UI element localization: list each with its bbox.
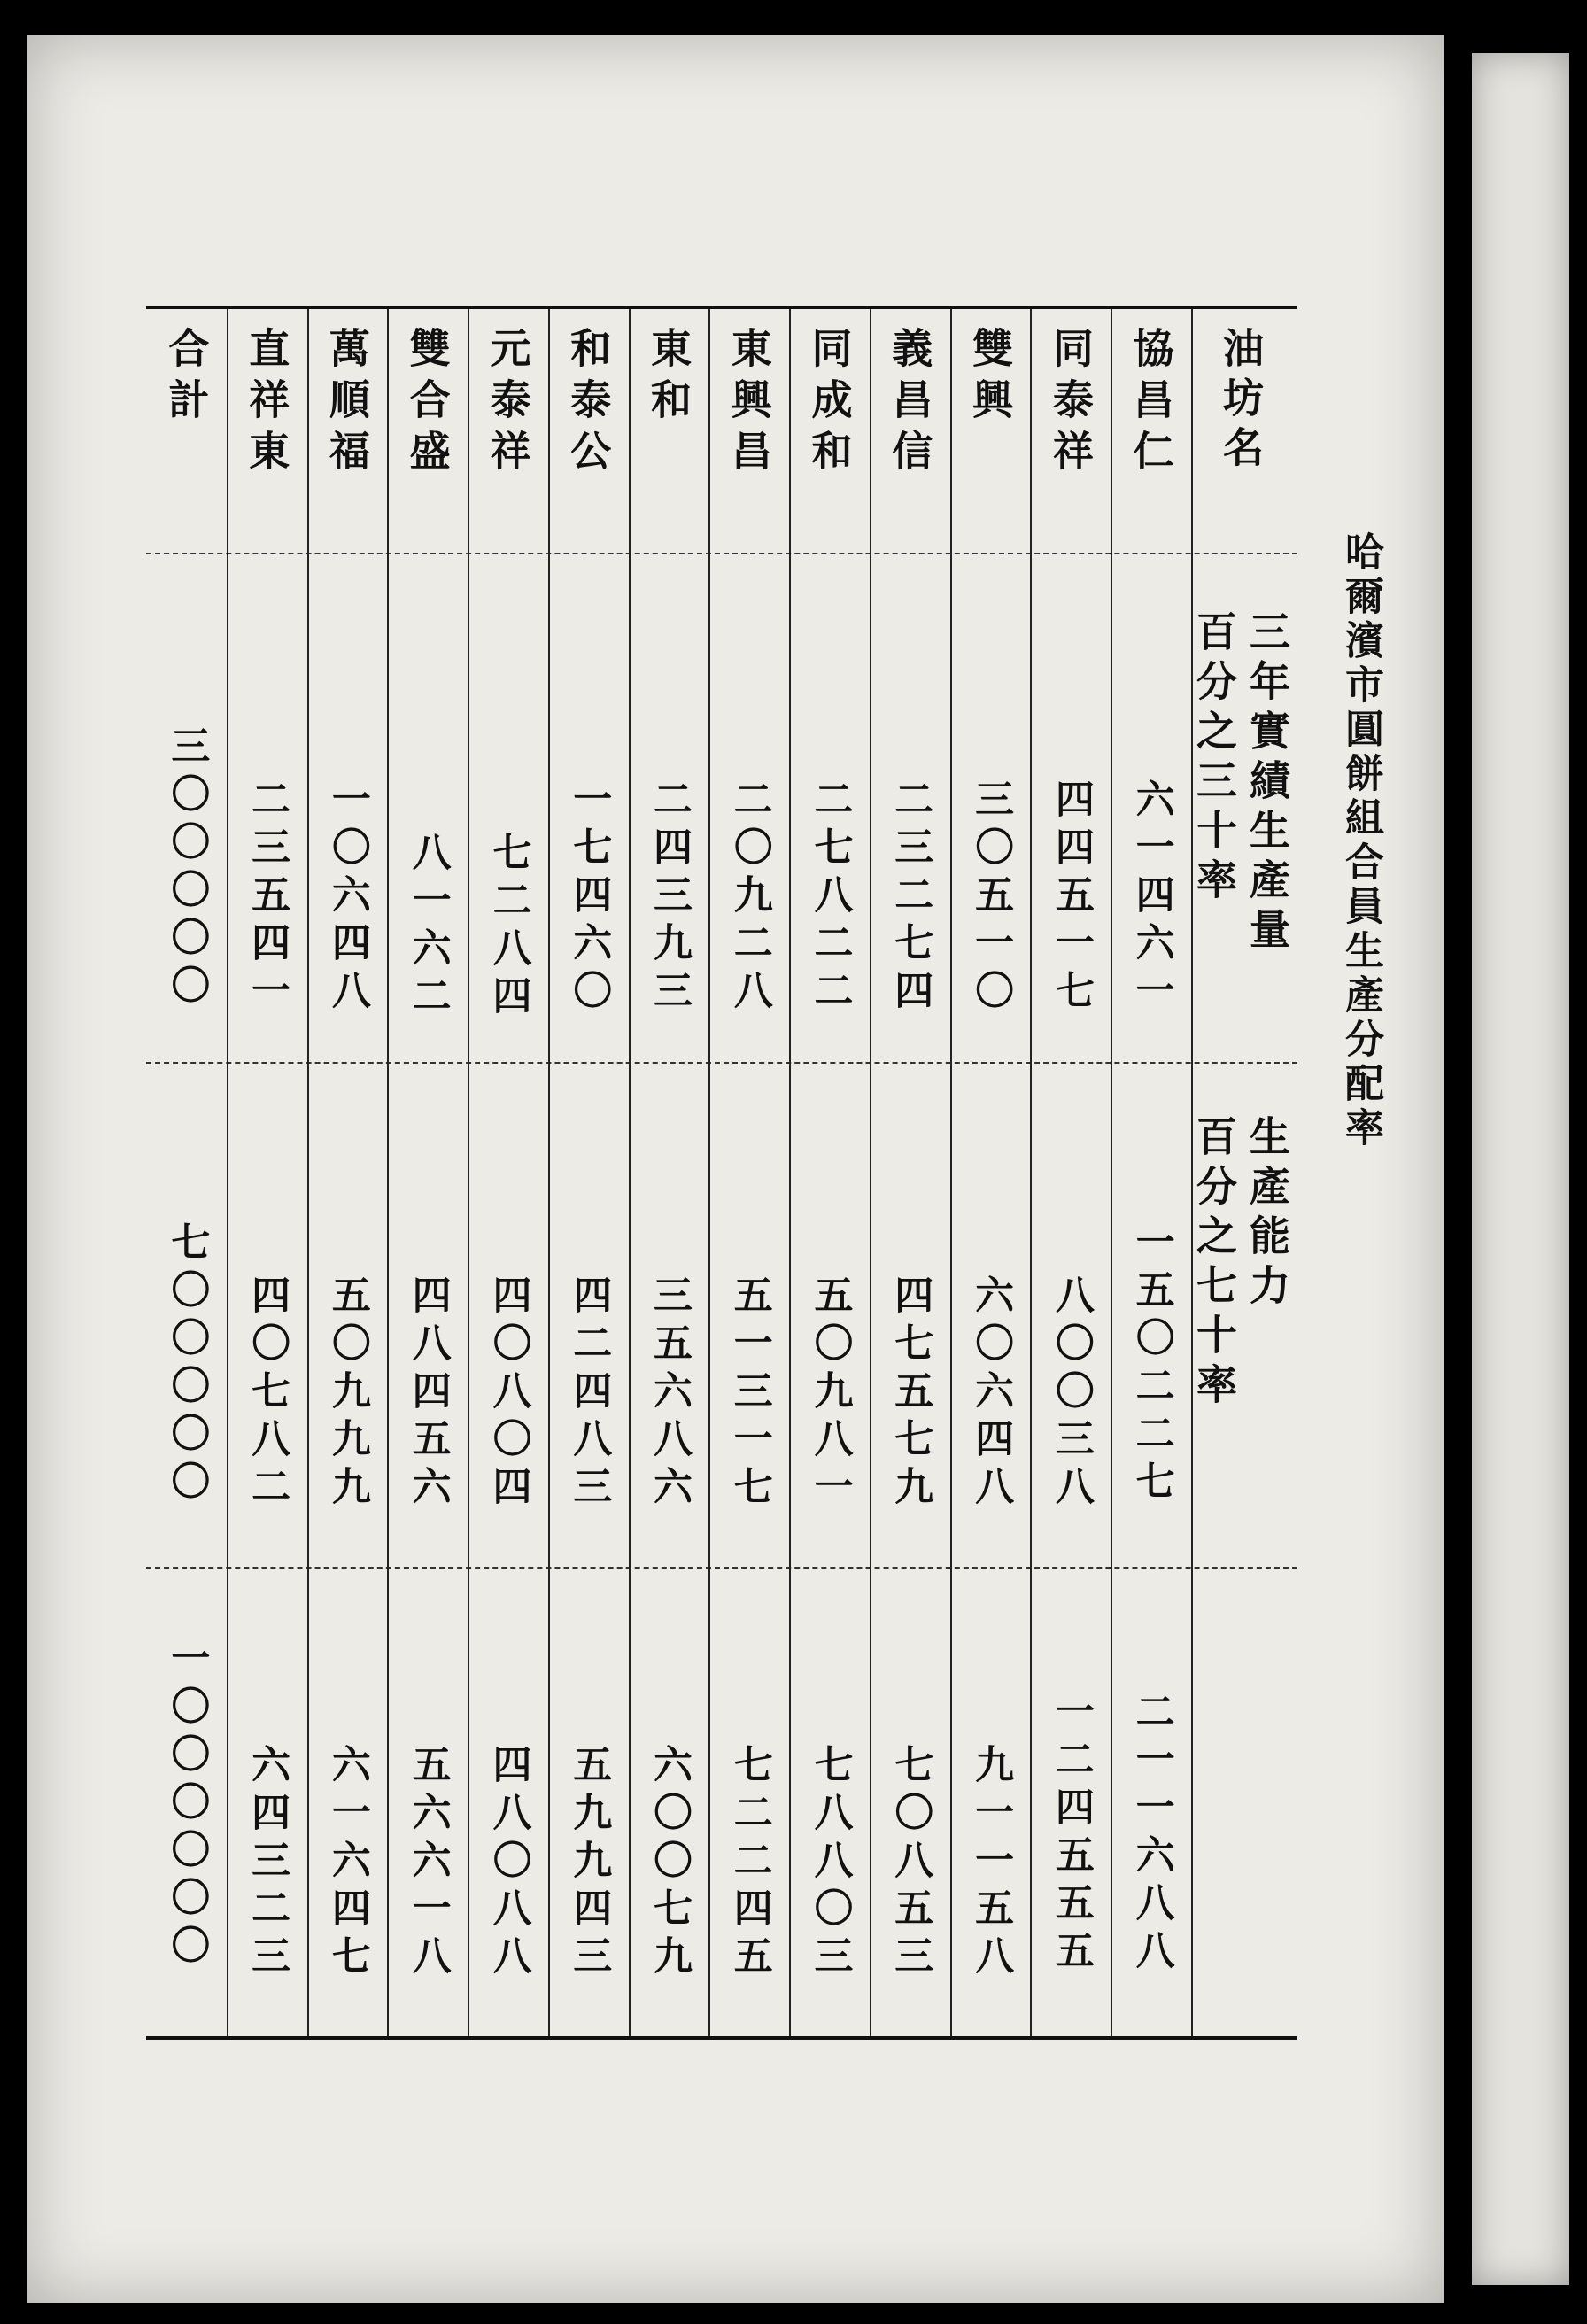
- quota-value: 四四五一七: [1048, 779, 1094, 1018]
- oil-mill-column: [870, 309, 952, 2036]
- capacity-value: 四七五七九: [887, 1274, 933, 1514]
- mill-name: 協昌仁: [1126, 327, 1175, 481]
- mill-name: 合計: [162, 327, 211, 430]
- capacity-value: 五〇九九九: [324, 1274, 370, 1514]
- mill-name: 同成和: [805, 327, 854, 481]
- label-column: [1191, 309, 1297, 2036]
- mill-name: 雙合盛: [403, 327, 452, 481]
- total-value: 六一六四七: [324, 1744, 370, 1983]
- mill-name: 同泰祥: [1046, 327, 1095, 481]
- quota-value: 八一六二: [405, 832, 451, 1023]
- capacity-value: 六〇六四八: [968, 1274, 1014, 1514]
- capacity-value: 四八四五六: [405, 1274, 451, 1514]
- document-title: 哈爾濱市圓餅組合員生產分配率: [1338, 531, 1383, 1151]
- quota-value: 三〇五一〇: [968, 779, 1014, 1018]
- capacity-value: 三五六八六: [646, 1274, 692, 1514]
- quota-main-label: 三年實績生產量: [1243, 610, 1291, 957]
- oil-mill-column: [146, 309, 228, 2036]
- total-value: 五九九四三: [566, 1744, 612, 1983]
- capacity-value: 五〇九八一: [807, 1274, 853, 1514]
- oil-mill-column: [548, 309, 631, 2036]
- total-value: 七八八〇三: [807, 1744, 853, 1983]
- total-value: 六四三二三: [244, 1744, 290, 1983]
- oil-mill-column: [468, 309, 550, 2036]
- capacity-value: 四〇八〇四: [485, 1274, 531, 1514]
- total-value: 一二四五五五: [1048, 1691, 1094, 1978]
- mill-name: 元泰祥: [484, 327, 532, 481]
- mill-name: 和泰公: [564, 327, 613, 481]
- oil-mill-column: [708, 309, 791, 2036]
- oil-mill-column: [307, 309, 390, 2036]
- oil-mill-column: [387, 309, 469, 2036]
- total-value: 五六六一八: [405, 1744, 451, 1983]
- capacity-value: 七〇〇〇〇〇: [164, 1221, 210, 1508]
- mill-name: 直祥東: [243, 327, 291, 481]
- allocation-table: [146, 306, 1297, 2040]
- capacity-main-label: 生產能力: [1243, 1115, 1291, 1313]
- next-page-edge: [1472, 53, 1569, 2285]
- quota-value: 三〇〇〇〇〇: [164, 725, 210, 1012]
- quota-value: 七二八四: [485, 832, 531, 1023]
- oil-mill-column: [227, 309, 309, 2036]
- oil-mill-column: [950, 309, 1033, 2036]
- total-value: 六〇〇七九: [646, 1744, 692, 1983]
- mill-name: 義昌信: [886, 327, 934, 481]
- total-value: 七二二四五: [726, 1744, 772, 1983]
- mill-name: 東和: [644, 327, 693, 430]
- quota-value: 二三五四一: [244, 779, 290, 1018]
- total-value: 九一一五八: [968, 1744, 1014, 1983]
- quota-value: 六一四六一: [1128, 779, 1174, 1018]
- oil-mill-column: [1111, 309, 1193, 2036]
- total-value: 四八〇八八: [485, 1744, 531, 1983]
- quota-value: 二三二七四: [887, 779, 933, 1018]
- header-label: 油坊名: [1217, 327, 1265, 476]
- capacity-value: 四〇七八二: [244, 1274, 290, 1514]
- mill-name: 萬順福: [322, 327, 371, 481]
- capacity-value: 四二四八三: [566, 1274, 612, 1514]
- oil-mill-column: [629, 309, 711, 2036]
- mill-name: 東興昌: [724, 327, 773, 481]
- total-value: 二一一六八八: [1128, 1691, 1174, 1978]
- total-value: 一〇〇〇〇〇〇: [164, 1638, 210, 1972]
- quota-value: 一七四六〇: [566, 779, 612, 1018]
- quota-value: 一〇六四八: [324, 779, 370, 1018]
- capacity-value: 一五〇二二七: [1128, 1221, 1174, 1508]
- quota-sub-label: 百分之三十率: [1190, 610, 1238, 908]
- quota-value: 二〇九二八: [726, 779, 772, 1018]
- quota-value: 二四三九三: [646, 779, 692, 1018]
- total-value: 七〇八五三: [887, 1744, 933, 1983]
- mill-name: 雙興: [966, 327, 1015, 430]
- capacity-value: 五一三一七: [726, 1274, 772, 1514]
- capacity-sub-label: 百分之七十率: [1190, 1115, 1238, 1413]
- quota-value: 二七八二二: [807, 779, 853, 1018]
- capacity-value: 八〇〇三八: [1048, 1274, 1094, 1514]
- oil-mill-column: [1030, 309, 1112, 2036]
- oil-mill-column: [789, 309, 871, 2036]
